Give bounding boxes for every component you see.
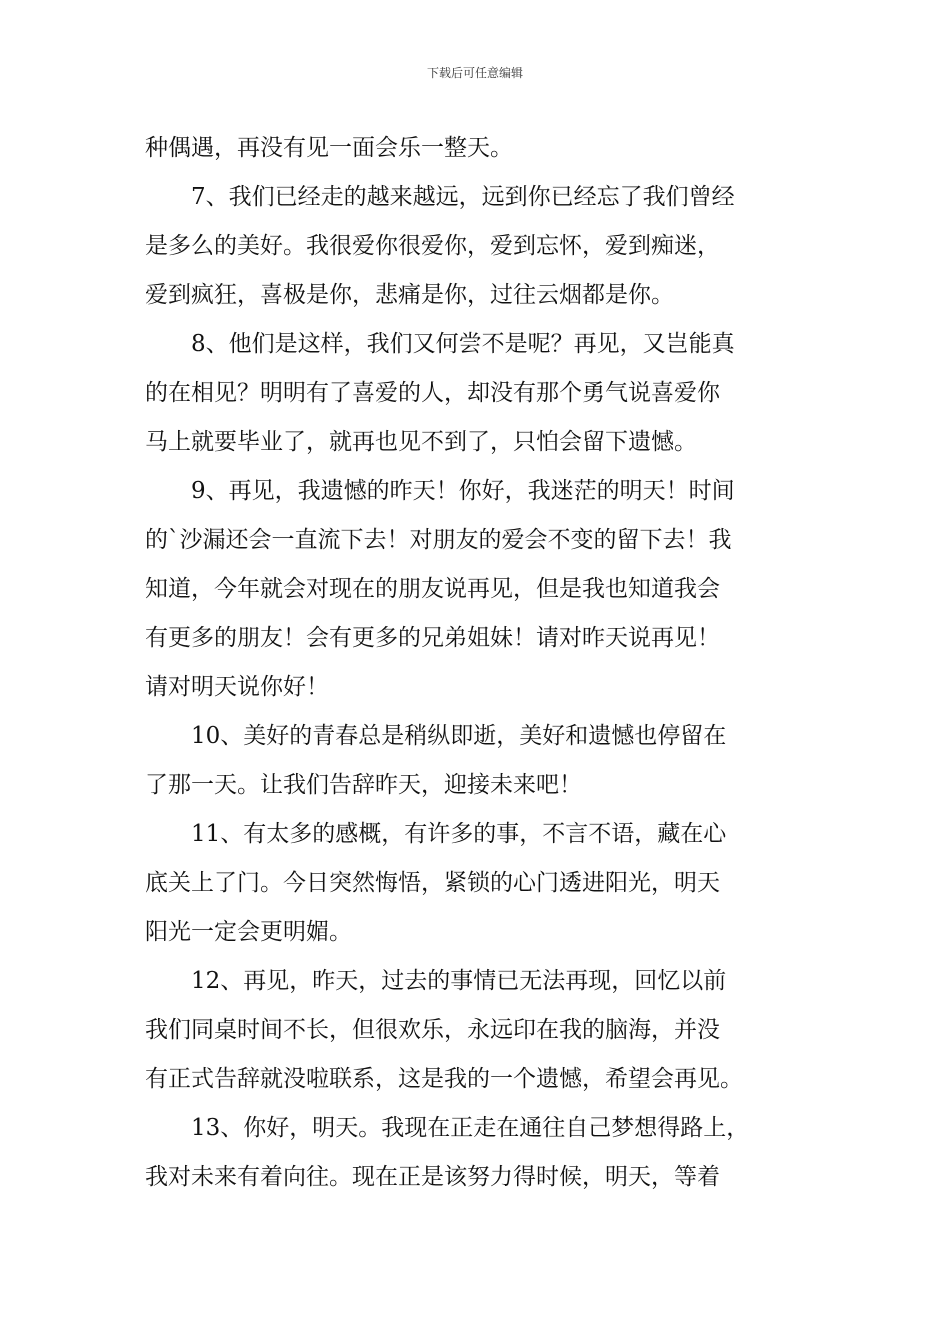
text-line: 的`沙漏还会一直流下去！对朋友的爱会不变的留下去！我 xyxy=(145,527,732,553)
text-line: 我对未来有着向往。现在正是该努力得时候，明天，等着 xyxy=(145,1164,720,1190)
text-line: 13、你好，明天。我现在正走在通往自己梦想得路上， xyxy=(191,1115,750,1141)
text-line: 阳光一定会更明媚。 xyxy=(145,919,352,945)
text-line: 了那一天。让我们告辞昨天，迎接未来吧！ xyxy=(145,772,582,798)
text-line: 8、他们是这样，我们又何尝不是呢？再见，又岂能真 xyxy=(191,331,735,357)
text-line: 11、有太多的感概，有许多的事，不言不语，藏在心 xyxy=(191,821,727,847)
text-line: 有更多的朋友！会有更多的兄弟姐妹！请对昨天说再见！ xyxy=(145,625,720,651)
text-line: 12、再见，昨天，过去的事情已无法再现，回忆以前 xyxy=(191,968,727,994)
text-line: 知道，今年就会对现在的朋友说再见，但是我也知道我会 xyxy=(145,576,720,602)
paragraph xyxy=(145,712,825,810)
text-line: 有正式告辞就没啦联系，这是我的一个遗憾，希望会再见。 xyxy=(145,1066,743,1092)
document-body xyxy=(145,124,825,1202)
text-line: 马上就要毕业了，就再也见不到了，只怕会留下遗憾。 xyxy=(145,429,697,455)
paragraph xyxy=(145,124,825,173)
text-line: 10、美好的青春总是稍纵即逝，美好和遗憾也停留在 xyxy=(191,723,727,749)
paragraph xyxy=(145,173,825,320)
text-line: 我们同桌时间不长，但很欢乐，永远印在我的脑海，并没 xyxy=(145,1017,720,1043)
text-line: 种偶遇，再没有见一面会乐一整天。 xyxy=(145,135,513,161)
text-line: 的在相见？明明有了喜爱的人，却没有那个勇气说喜爱你 xyxy=(145,380,720,406)
text-line: 9、再见，我遗憾的昨天！你好，我迷茫的明天！时间 xyxy=(191,478,735,504)
text-line: 是多么的美好。我很爱你很爱你，爱到忘怀，爱到痴迷， xyxy=(145,233,720,259)
paragraph xyxy=(145,467,825,712)
text-line: 爱到疯狂，喜极是你，悲痛是你，过往云烟都是你。 xyxy=(145,282,674,308)
paragraph xyxy=(145,810,825,957)
paragraph xyxy=(145,957,825,1104)
text-line: 底关上了门。今日突然悔悟，紧锁的心门透进阳光，明天 xyxy=(145,870,720,896)
text-line: 7、我们已经走的越来越远，远到你已经忘了我们曾经 xyxy=(191,184,735,210)
text-line: 请对明天说你好！ xyxy=(145,674,329,700)
page-header: 下载后可任意编辑 xyxy=(426,66,523,80)
paragraph xyxy=(145,320,825,467)
paragraph xyxy=(145,1104,825,1202)
